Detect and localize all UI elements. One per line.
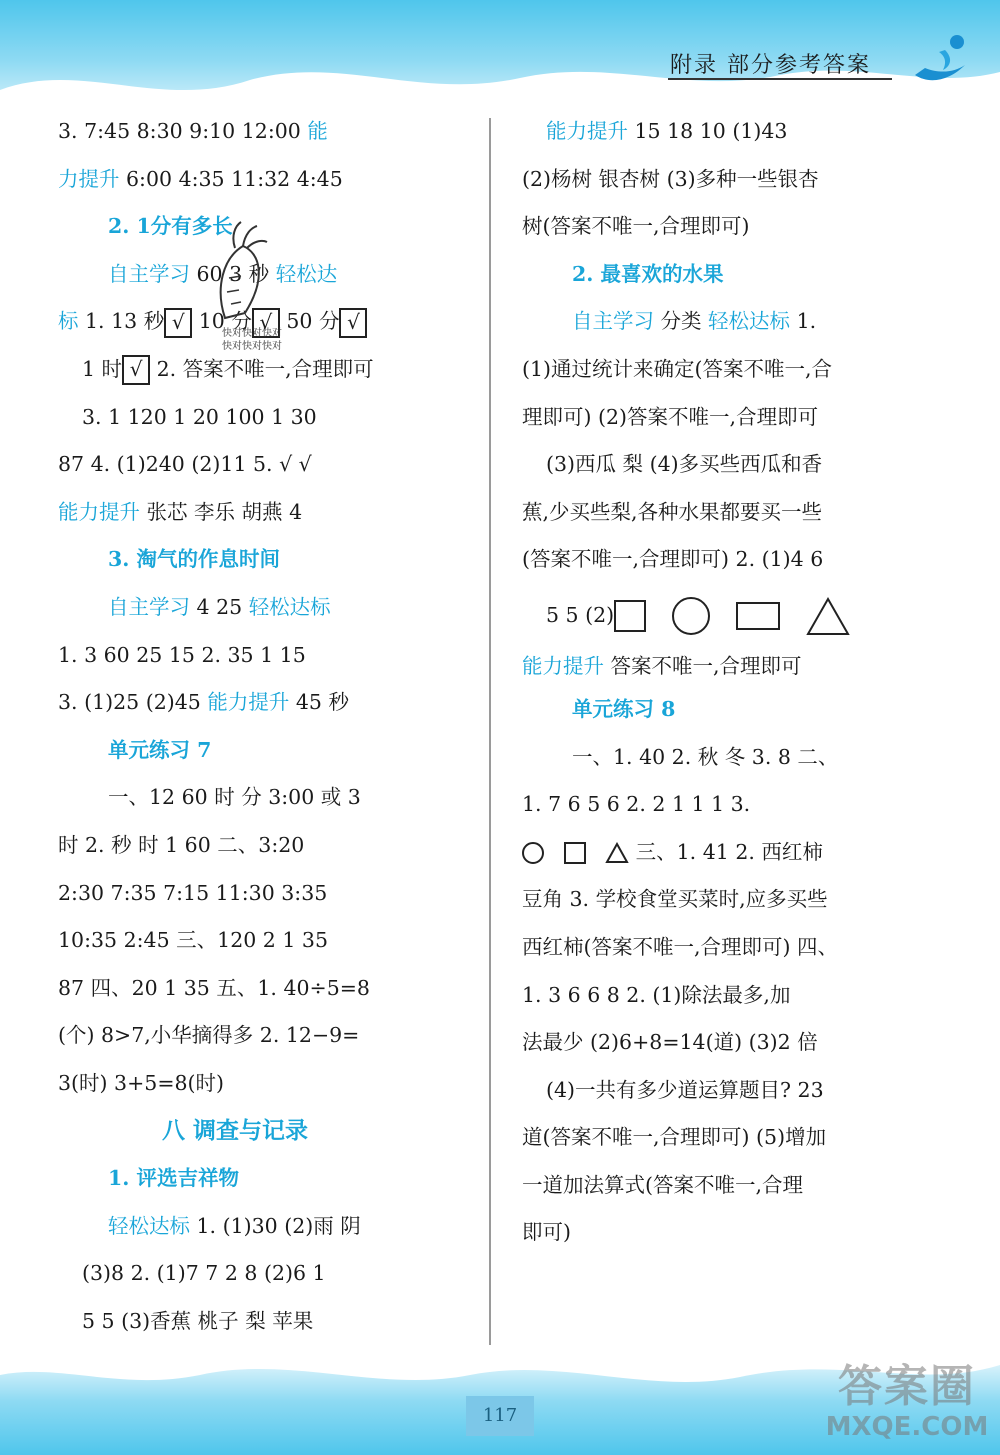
label-self-study: 自主学习 [572,309,654,334]
answer-line [58,394,466,442]
label-ability: 能 [307,119,328,143]
header-title: 附录 部分参考答案 [670,53,871,78]
stamp-text [222,327,282,353]
label-ability: 能力提升 [522,653,604,678]
answer-text: 理即可) (2)答案不唯一,合理即可 [522,404,819,429]
page-number: 117 [466,1396,534,1436]
answer-line [522,203,924,251]
answer-line [522,441,924,489]
answer-text: 10 分 [192,309,252,334]
answer-text: 2. 答案不唯一,合理即可 [150,356,374,381]
answer-line [522,876,924,924]
watermark-logo: 答案圈 [838,1361,976,1412]
label-ability: 能力提升 [546,119,628,143]
answer-text: 答案不唯一,合理即可 [604,653,802,678]
check-box-icon: √ [122,355,150,385]
answer-line [522,734,924,782]
answer-text: (1)通过统计来确定(答案不唯一,合 [522,356,833,381]
answer-line [58,1298,466,1346]
section-title: 2. 最喜欢的水果 [572,261,724,286]
right-column [522,108,924,1257]
chapter-heading [58,1107,466,1155]
answer-line [522,536,924,584]
stamp-line: 快对快对快对 [222,328,282,339]
answer-line [58,1060,466,1108]
answer-text: 1 时 [82,356,123,381]
label-easy-target: 轻松达标 [108,1213,190,1238]
answer-text: 即可) [522,1220,571,1245]
square-shape-icon [564,842,586,864]
answer-text: (4)一共有多少道运算题目? 23 [546,1077,824,1102]
label-easy-target: 轻松达标 [708,309,791,334]
answer-text: (答案不唯一,合理即可) 2. (1)4 6 [522,547,824,572]
answer-line [522,156,924,204]
answer-line [58,822,466,870]
carrot-icon [205,218,275,328]
answer-line [522,489,924,537]
label-self-study: 自主学习 [108,261,190,286]
answer-text: 时 2. 秒 时 1 60 二、3:20 [58,832,305,857]
section-heading [58,1155,466,1203]
answer-line [522,646,924,686]
answer-line [58,1250,466,1298]
header-rule [668,78,892,80]
answer-line [58,774,466,822]
answer-text: 树(答案不唯一,合理即可) [522,214,750,239]
watermark [822,1362,992,1442]
label-easy-target: 轻松达 [275,261,338,286]
answer-line [58,632,466,680]
answer-line [58,489,466,537]
answer-text: 1. 3 6 6 8 2. (1)除法最多,加 [522,982,791,1007]
answer-text: 6:00 4:35 11:32 4:45 [119,166,343,191]
answer-text: 3. 1 120 1 20 100 1 30 [82,404,317,429]
answer-line [58,965,466,1013]
answer-text: 1. (1)30 (2)雨 阴 [190,1213,361,1238]
answer-text: 分类 [654,309,709,334]
answer-text: 法最少 (2)6+8=14(道) (3)2 倍 [522,1030,818,1055]
watermark-url: MXQE.COM [825,1412,989,1442]
answer-text: 87 4. (1)240 (2)11 5. √ √ [58,452,312,477]
answer-text: 60 3 秒 [190,261,276,286]
section-title: 单元练习 8 [572,696,676,721]
answer-text: 1. [790,309,817,334]
check-box-icon: √ [164,308,192,338]
check-box-icon: √ [339,308,367,338]
answer-line [522,972,924,1020]
splash-icon [905,30,975,90]
answer-line [58,1203,466,1251]
answer-text: 50 分 [279,309,340,334]
answer-line [522,108,924,156]
answer-text: 豆角 3. 学校食堂买菜时,应多买些 [522,887,828,912]
section-title: 单元练习 7 [108,737,212,762]
answer-text: 3(时) 3+5=8(时) [58,1070,225,1095]
answer-line [522,1019,924,1067]
answer-line [522,924,924,972]
answer-text: 1. 7 6 5 6 2. 2 1 1 1 3. [522,792,751,817]
label-ability: 力提升 [58,166,120,191]
answer-text: (2)杨树 银杏树 (3)多种一些银杏 [522,166,819,191]
section-title: 3. 淘气的作息时间 [108,547,281,572]
answer-text: 1. 13 秒 [78,309,165,334]
label-easy-target: 轻松达标 [248,594,331,619]
answer-text: 一、12 60 时 分 3:00 或 3 [108,785,361,810]
answer-line [522,298,924,346]
answer-text: 蕉,少买些梨,各种水果都要买一些 [522,499,823,524]
answer-text: 一道加法算式(答案不唯一,合理 [522,1172,804,1197]
label-easy-target: 标 [58,309,79,334]
answer-text: 15 18 10 (1)43 [628,119,788,143]
answer-text: 2:30 7:35 7:15 11:30 3:35 [58,880,328,905]
section-heading [522,686,924,734]
answer-text: (3)8 2. (1)7 7 2 8 (2)6 1 [82,1261,326,1286]
answer-line [58,870,466,918]
answer-text: 4 25 [190,594,249,619]
answer-text: (个) 8>7,小华摘得多 2. 12−9= [58,1023,360,1048]
answer-text: 道(答案不唯一,合理即可) (5)增加 [522,1125,827,1150]
answer-line [58,917,466,965]
answer-line [522,1209,924,1257]
answer-line [58,441,466,489]
check-box-icon: √ [252,308,280,338]
section-title: 1. 评选吉祥物 [108,1166,240,1191]
label-ability: 能力提升 [207,690,290,715]
answer-line [522,346,924,394]
answer-line [58,679,466,727]
label-ability: 能力提升 [58,499,140,524]
answer-line [522,1114,924,1162]
column-divider [489,118,491,1380]
chapter-title: 八 调查与记录 [162,1117,309,1145]
section-heading [58,727,466,775]
answer-text: 一、1. 40 2. 秋 冬 3. 8 二、 [572,744,839,769]
answer-text: 三、1. 41 2. 西红柿 [629,839,823,864]
answer-text: 10:35 2:45 三、120 2 1 35 [58,928,328,953]
answer-line [58,346,466,394]
answer-line [522,781,924,829]
answer-line [522,1067,924,1115]
answer-line [522,394,924,442]
answer-line [522,829,924,877]
answer-text: 87 四、20 1 35 五、1. 40÷5=8 [58,975,370,1000]
answer-text: 3. (1)25 (2)45 [58,690,208,715]
answer-text: (3)西瓜 梨 (4)多买些西瓜和香 [546,452,823,477]
answer-text: 5 5 (2) [546,602,615,627]
answer-text: 3. 7:45 8:30 9:10 12:00 [58,119,308,143]
answer-text: 1. 3 60 25 15 2. 35 1 15 [58,642,306,667]
section-title: 2. 1分有多长 [108,214,233,239]
answer-text: 张芯 李乐 胡燕 4 [140,499,303,524]
triangle-shape-icon [605,842,629,864]
label-self-study: 自主学习 [108,594,190,619]
answer-line [58,1012,466,1060]
section-heading [58,536,466,584]
rectangle-shape-icon [736,602,780,630]
triangle-shape-icon [806,596,850,636]
section-heading [522,251,924,299]
answer-text: 5 5 (3)香蕉 桃子 梨 苹果 [82,1308,314,1333]
answer-line [58,108,466,156]
answer-text: 西红柿(答案不唯一,合理即可) 四、 [522,934,839,959]
answer-line [58,584,466,632]
square-shape-icon [614,600,646,632]
answer-line [58,156,466,204]
answer-line [522,1162,924,1210]
stamp-line: 快对快对快对 [222,341,282,352]
circle-shape-icon [522,842,544,864]
answer-line [522,584,924,646]
circle-shape-icon [672,597,710,635]
answer-text: 45 秒 [289,690,349,715]
